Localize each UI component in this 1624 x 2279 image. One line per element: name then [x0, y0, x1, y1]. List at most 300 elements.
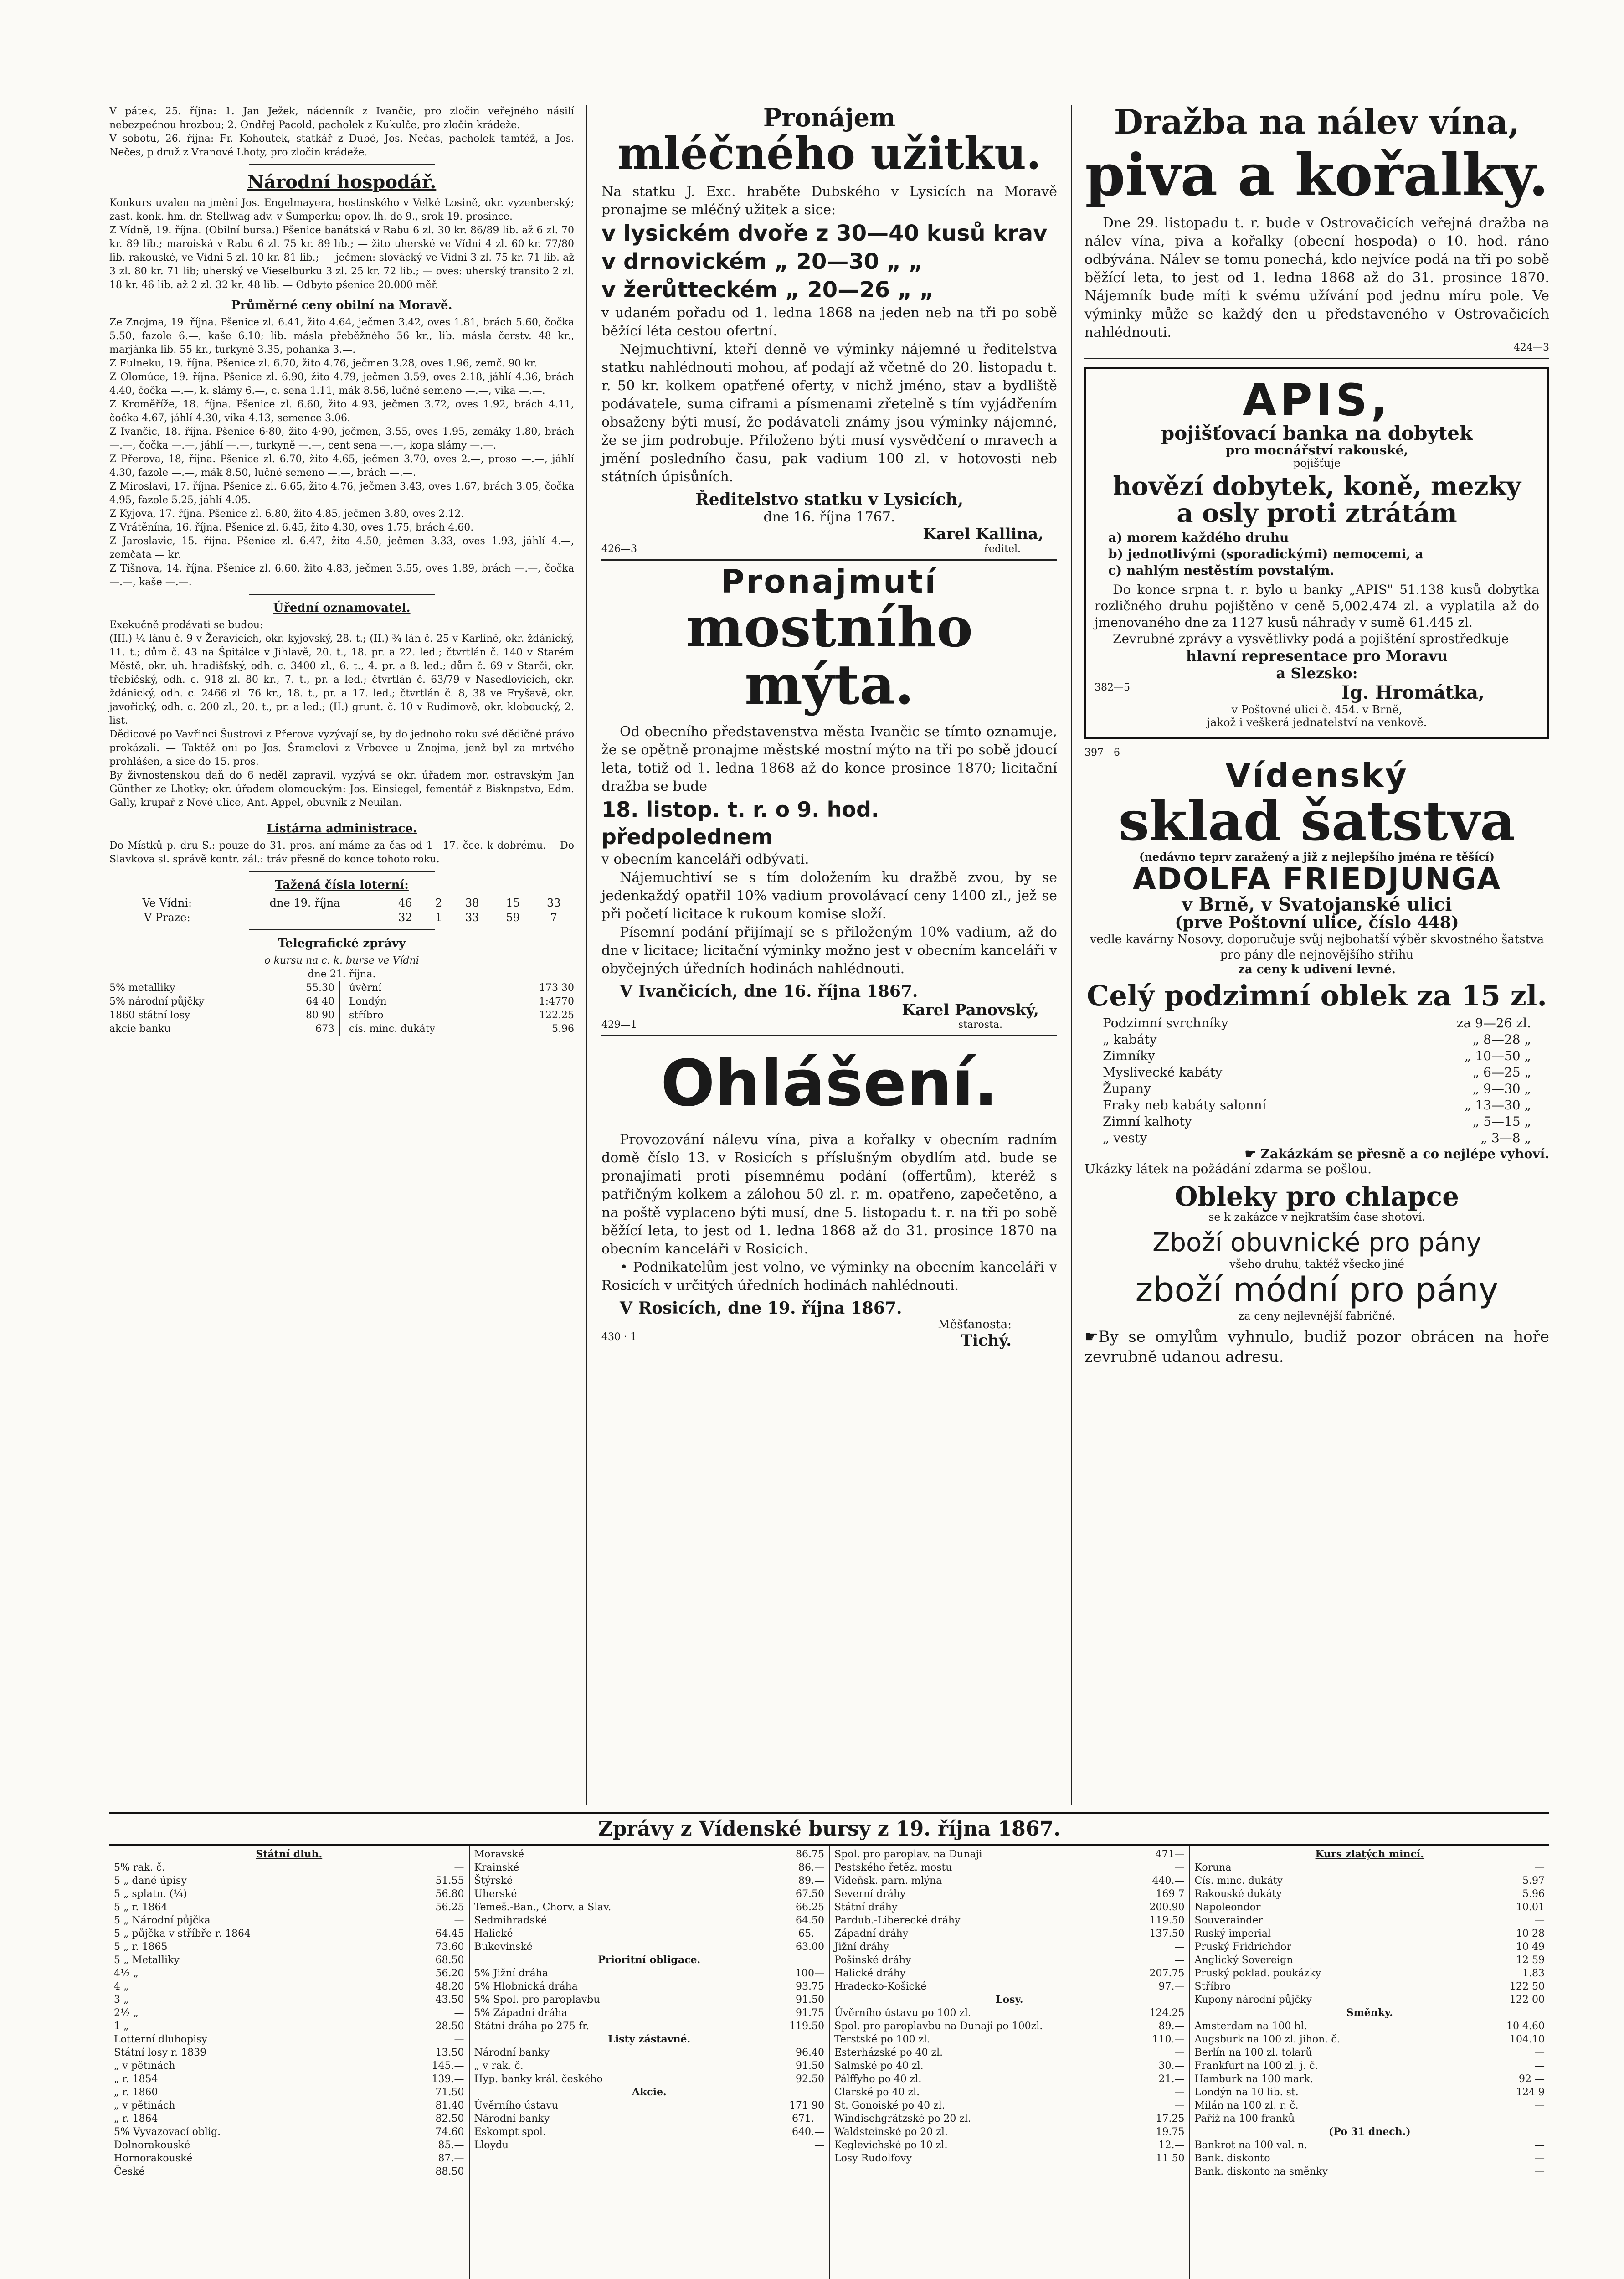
ad-signature: Karel Panovský,	[902, 1000, 1039, 1019]
ad-subtitle: v Brně, v Svatojanské ulici	[1182, 893, 1452, 915]
list-item: Fraky neb kabáty salonní „ 13—30 „	[1103, 1097, 1531, 1113]
row-value: —	[1174, 1941, 1185, 1953]
row-value: 91.50	[796, 2060, 824, 2072]
table-row	[834, 1927, 1185, 1940]
ad-footer	[601, 1019, 1057, 1031]
ad-reference: 397—6	[1084, 747, 1120, 758]
ad-bold-line: hovězí dobytek, koně, mezky	[1113, 471, 1521, 502]
bursy-title: Zprávy z Vídenské bursy z 19. října 1867.	[109, 1812, 1549, 1846]
ad-subtitle: všeho druhu, taktéž všecko jiné	[1229, 1257, 1404, 1270]
table-row	[474, 1940, 825, 1954]
ad-subtitle: pojišťuje	[1293, 457, 1341, 470]
ad-paragraph: Provozování nálevu vína, piva a kořalky v obecním radním domě číslo 13. v Rosicích s příslušným obydlím atd. bude se pronajímati proti písemnému podání (offertům), kteréž s patřičným kolkem a zálohou 50 zl. r. m. opatřeno, zapečetěno, a na poště vyplaceno býti musí, dne 5. listopadu t. r. na tři po sobě běžící leta, to jest od 1. ledna 1868 až do 31. prosince 1870 na obecním kanceláři v Rosicích.	[601, 1131, 1057, 1257]
bursy-header: Kurs zlatých mincí.	[1315, 1848, 1424, 1860]
row-label: Bukovinské	[474, 1941, 533, 1953]
table-row	[474, 1927, 825, 1940]
lottery-city: V Praze:	[144, 911, 190, 924]
ad-headline: piva a kořalky.	[1085, 141, 1549, 209]
divider	[249, 164, 435, 165]
row-label: Směnky.	[1346, 2007, 1393, 2019]
table-row	[1195, 2033, 1545, 2046]
lottery-number: 15	[506, 897, 520, 909]
listarna-paragraph: Do Místků p. dru S.: pouze do 31. pros. aní máme za čas od 1—17. čce. k dobrému.— Do Slavkova sl. správě kontr. zál.: tráv přesně do konce tohoto roku.	[109, 840, 574, 865]
table-row	[834, 1861, 1185, 1874]
row-value: 64.45	[435, 1928, 464, 1939]
divider	[601, 1035, 1057, 1036]
row-value: 30.—	[1158, 2060, 1185, 2072]
row-label: Vídeňsk. parn. mlýna	[834, 1875, 942, 1887]
table-row	[834, 1887, 1185, 1901]
table-row: 5% národní půjčky 64 40	[109, 996, 334, 1007]
section-paragraph: Z Vídně, 19. října. (Obilní bursa.) Pšenice banátská v Rabu 6 zl. 30 kr. 86/89 lib. až 6 zl. 70 kr. 89 lib.; maroiská v Rabu 6 zl. 75 kr. 89 lib.; — žito uherské ve Vídni 4 zl. 60 kr. 77/80 lib. rakouské, ve Vídni 5 zl. 10 kr. 81 lib.; — ječmen: slovácký ve Vídni 3 zl. 75 kr. 71 lib. až 3 zl. 80 kr. 71 lib; uherský ve Vieselburku 3 zl. 25 kr. 72 lib.; — oves: uherský transito 2 zl. 18 kr. 46 lib. až 2 zl. 32 kr. 48 lib. — Odbyto pšenice 20.000 měř.	[109, 225, 574, 291]
ad-address: v Poštovné ulici č. 454. v Brně,	[1231, 703, 1403, 716]
table-row	[1195, 1927, 1545, 1940]
row-label: „ v rak. č.	[474, 2060, 524, 2072]
ad-paragraph: Na statku J. Exc. hraběte Dubského v Lysicích na Moravě pronajme se mléčný užitek a sice:	[601, 184, 1057, 218]
price-paragraph: Z Kyjova, 17. října. Pšenice zl. 6.80, žito 4.85, ječmen 3.80, oves 2.12.	[109, 508, 464, 520]
row-label: Národní banky	[474, 2047, 550, 2058]
row-value: 91.75	[796, 2007, 824, 2019]
divider	[249, 871, 435, 872]
table-row: 1860 státní losy 80 90	[109, 1010, 334, 1021]
row-label: Hradecko-Košické	[834, 1981, 927, 1992]
row-label: „ v pětinách	[114, 2100, 175, 2111]
row-label: Sedmihradské	[474, 1915, 547, 1926]
row-value: —	[1535, 1862, 1545, 1873]
ad-paragraph: v obecním kanceláři odbývati.	[601, 851, 809, 867]
table-row	[834, 2139, 1185, 2152]
table-row	[474, 2020, 825, 2033]
row-label: Stříbro	[1194, 1981, 1231, 1992]
row-label: Pardub.-Liberecké dráhy	[834, 1915, 961, 1926]
table-row	[474, 2073, 825, 2086]
table-row	[114, 2059, 464, 2073]
row-value: 67.50	[796, 1888, 824, 1900]
row-label: Losy.	[996, 1994, 1023, 2006]
row-label: Státní losy r. 1839	[114, 2047, 207, 2058]
tele-table	[109, 981, 574, 1036]
table-row	[114, 1914, 464, 1927]
lottery-number: 33	[546, 897, 561, 909]
row-label: 5% Vyvazovací oblig.	[114, 2126, 221, 2138]
ad-line: Ukázky látek na požádání zdarma se pošlou.	[1084, 1161, 1372, 1176]
table-row	[1195, 1954, 1545, 1967]
ad-headline: mléčného užitku.	[617, 127, 1042, 179]
table-row	[1195, 2059, 1545, 2073]
apis-ad	[1084, 367, 1549, 739]
table-row	[114, 2073, 464, 2086]
row-value: 68.50	[435, 1954, 464, 1966]
ad-headline: APIS,	[1243, 374, 1391, 426]
row-value: 85.—	[438, 2140, 464, 2151]
row-label: Kupony národní půjčky	[1194, 1994, 1312, 2006]
list-item: Župany „ 9—30 „	[1103, 1081, 1531, 1096]
row-value: 81.40	[435, 2100, 464, 2111]
row-value: 200.90	[1149, 1902, 1185, 1913]
row-value: 21.—	[1158, 2073, 1185, 2085]
row-value: 63.00	[796, 1941, 824, 1953]
row-value: 10 28	[1516, 1928, 1545, 1939]
bursy-column	[470, 1846, 830, 2279]
ad-line-text: By se omylům vyhnulo, budiž pozor obrácen na hoře zevrubně udanou adresu.	[1084, 1327, 1549, 1366]
row-label: 5% Hlobnická dráha	[474, 1981, 578, 1992]
row-value: —	[454, 2034, 464, 2045]
ad-headline: Ohlášení.	[660, 1046, 998, 1121]
tele-subtitle: o kursu na c. k. burse ve Vídni	[264, 955, 419, 966]
ad-paragraph: Zevrubné zprávy a vysvětlivky podá a pojištění sprostředkuje	[1113, 631, 1509, 646]
list-item: Podzimní svrchníky za 9—26 zl.	[1103, 1015, 1531, 1031]
row-label: Koruna	[1194, 1862, 1232, 1873]
row-label: 5% Západní dráha	[474, 2007, 568, 2019]
row-label: Západní dráhy	[834, 1928, 909, 1939]
list-item: „ kabáty „ 8—28 „	[1103, 1031, 1531, 1047]
table-row	[114, 1927, 464, 1940]
row-value: —	[1535, 2060, 1545, 2072]
pointing-hand-icon: ☛	[1244, 1146, 1261, 1161]
row-label: Bank. diskonto	[1194, 2153, 1270, 2164]
row-value: 471—	[1155, 1849, 1185, 1860]
ad-bold-line: Celý podzimní oblek za 15 zl.	[1086, 979, 1547, 1012]
bursy-column	[830, 1846, 1190, 2279]
official-paragraph: (III.) ¼ lánu č. 9 v Žeravicích, okr. kyjovský, 28. t.; (II.) ¾ lán č. 25 v Karlíně, okr. ždánický, 11. t.; dům č. 43 na Špitálce v Jihlavě, 20. t., 18. pr. a 22. led.; čtvrtlán č. 140 v Starém Městě, okr. uh. hradišťský, odh. c. 3400 zl., 6. t., 4. pr. a 8. led.; dům č. 69 v Starči, okr. třebíčský, odh. c. 918 zl. 80 kr., 7. t., pr. a led.; čtvrtlán č. 63/79 v Nasedlovicích, okr. ždánický, odh. c. 2466 zl. 76 kr., 18. t., pr. a 17. led.; čtvrtlán č. 8, 38 ve Fryšavě, okr. javořický, odh. c. 200 zl., 20. t., pr. a led.; (II.) grunt. č. 10 v Rudimově, okr. kloboucký, 2. list.	[109, 633, 574, 727]
ad-subtitle: (prve Poštovní ulice, číslo 448)	[1175, 913, 1459, 932]
lottery-city: Ve Vídni:	[142, 897, 192, 909]
row-label: 4½ „	[114, 1968, 139, 1979]
row-label: Anglický Sovereign	[1194, 1954, 1293, 1966]
ad-reference: 424—3	[1514, 341, 1549, 353]
ad-date: dne 16. října 1767.	[763, 509, 895, 526]
official-paragraph: Dědicové po Vavřinci Šustrovi z Přerova vyzývají se, by do jednoho roku své dědičné právo prokázali. — Taktéž oni po Jos. Šramclovi z Vrbovce u Znojma, jenž byl za mrtvého prohlášen, a sice do 15. pros.	[109, 729, 574, 768]
tele-left	[109, 981, 340, 1036]
row-value: 110.—	[1152, 2034, 1185, 2045]
row-value: 119.50	[1149, 1915, 1185, 1926]
ad-bold-line: v žerůtteckém „ 20—26 „ „	[601, 277, 934, 303]
table-row	[1195, 2152, 1545, 2165]
ad-paragraph: vedle kavárny Nosovy, doporučuje svůj nejbohatší výběr skvostného šatstva pro pány dle nejnovějšího střihu	[1090, 932, 1544, 962]
row-label: „ r. 1860	[114, 2087, 158, 2098]
row-value: 96.40	[796, 2047, 824, 2058]
ad-footer	[1095, 682, 1539, 703]
lottery-number: 1	[435, 911, 442, 924]
ad-paragraph	[1084, 1327, 1549, 1367]
row-label: Londýn na 10 lib. st.	[1194, 2087, 1299, 2098]
row-label: Souverainder	[1194, 1915, 1263, 1926]
row-label: Dolnorakouské	[114, 2140, 190, 2151]
table-row	[114, 2099, 464, 2112]
table-row	[834, 2073, 1185, 2086]
ad-signature: Karel Kallina,	[923, 525, 1043, 544]
list-item: a) morem každého druhu	[1108, 530, 1289, 545]
row-label: 5 „ splatn. (¼)	[114, 1888, 187, 1900]
section-subtitle: Telegrafické zprávy	[278, 937, 406, 950]
row-value: 91.50	[796, 1994, 824, 2006]
table-row: stříbro 122.25	[349, 1010, 574, 1021]
table-row	[834, 2099, 1185, 2112]
ad-paragraph: v udaném pořadu od 1. ledna 1868 na jeden neb na tři po sobě běžící léta cestou ofertní.	[601, 305, 1057, 340]
price-paragraph: Ze Znojma, 19. října. Pšenice zl. 6.41, žito 4.64, ječmen 3.42, oves 1.81, brách 5.60, čočka 5.50, fazole 6.—, kaše 6.10; lib. másla přeběžného 56 kr., lib. másla čerstv. 48 kr., marjánka lib. 55 kr., turkyně 3.35, pohanka 3.—.	[109, 317, 574, 356]
row-label: Cís. minc. dukáty	[1194, 1875, 1283, 1887]
row-value: 87.—	[438, 2153, 464, 2164]
row-value: —	[1535, 2140, 1545, 2151]
column-2	[601, 105, 1057, 1350]
row-value: 13.50	[435, 2047, 464, 2058]
row-label: 3 „	[114, 1994, 129, 2006]
table-row	[114, 2112, 464, 2125]
row-label: Hyp. banky král. českého	[474, 2073, 603, 2085]
row-label: 5 „ dané úpisy	[114, 1875, 187, 1887]
ad-address: jakož i veškerá jednatelství na venkově.	[1207, 716, 1427, 729]
row-label: 4 „	[114, 1981, 129, 1992]
row-value: 10 4.60	[1506, 2021, 1545, 2032]
table-row	[834, 1954, 1185, 1967]
price-paragraph: Z Tišnova, 14. října. Pšenice zl. 6.60, žito 4.83, ječmen 3.55, oves 1.89, brách —.—, čočka —.—, kaše —.—.	[109, 563, 574, 588]
column-rule	[586, 105, 587, 1805]
ad-role: Měšťanosta:	[938, 1317, 1012, 1331]
row-value: 139.—	[432, 2073, 464, 2085]
ad-role: starosta.	[958, 1019, 1002, 1031]
row-value: —	[454, 2007, 464, 2019]
row-label: 5 „ Metalliky	[114, 1954, 180, 1966]
row-value: —	[454, 1915, 464, 1926]
ad-bold-line: a osly proti ztrátám	[1177, 498, 1457, 529]
ad-subtitle: pojišťovací banka na dobytek	[1161, 422, 1473, 444]
table-row	[114, 2152, 464, 2165]
bursy-table	[109, 1846, 1549, 2279]
column-1	[109, 105, 574, 1036]
table-row	[1195, 2112, 1545, 2125]
list-item: Zimníky „ 10—50 „	[1103, 1048, 1531, 1063]
row-label: Rakouské dukáty	[1194, 1888, 1282, 1900]
table-row	[114, 1901, 464, 1914]
row-label: Úvěrního ústavu po 100 zl.	[834, 2007, 971, 2019]
table-row	[474, 1901, 825, 1914]
table-row	[114, 1874, 464, 1887]
price-paragraph: Z Kroměříže, 18. října. Pšenice zl. 6.60, žito 4.93, ječmen 3.72, oves 1.92, brách 4.11, čočka 4.67, jáhlí 4.30, vika 4.13, semence 3.06.	[109, 399, 574, 424]
tele-right	[349, 981, 574, 1036]
row-value: 86.75	[796, 1849, 824, 1860]
table-row	[474, 2086, 825, 2099]
section-subtitle: Úřední oznamovatel.	[273, 601, 411, 615]
intro-paragraph: V pátek, 25. října: 1. Jan Ježek, nádenník z Ivančic, pro zločin veřejného násilí nebezpečnou hrozbou; 2. Ondřej Pacold, pacholek z Kukulče, pro zločin krádeže.	[109, 106, 574, 131]
row-value: —	[1174, 2087, 1185, 2098]
ad-signature: V Rosicích, dne 19. října 1867.	[620, 1298, 902, 1318]
row-value: 65.—	[798, 1928, 824, 1939]
section-paragraph: Konkurs uvalen na jmění Jos. Engelmayera, hostinského v Velké Losině, okr. vyzenberský; zast. konk. hm. dr. Stellwag adv. v Šumperku; opov. lh. do 9., srok 19. prosince.	[109, 197, 574, 222]
row-label: Frankfurt na 100 zl. j. č.	[1194, 2060, 1318, 2072]
ad-subtitle: hlavní representace pro Moravu	[1186, 647, 1448, 665]
row-label: Krainské	[474, 1862, 519, 1873]
table-row	[474, 1993, 825, 2006]
ad-bold-line: v lysickém dvoře z 30—40 kusů krav	[601, 221, 1048, 247]
ad-paragraph: Nájemuchtiví se s tím doložením ku dražbě zvou, by se jedenkaždý opatřil 10% vadium provolávací ceny 1400 zl., jež se při početí licitace k rukoum komise složí.	[601, 869, 1057, 922]
lottery-number: 33	[465, 911, 479, 924]
row-value: 10.01	[1516, 1902, 1545, 1913]
table-row	[114, 1887, 464, 1901]
row-value: 86.—	[798, 1862, 824, 1873]
row-label: Státní dráhy	[834, 1902, 898, 1913]
row-value: 66.25	[796, 1902, 824, 1913]
ad-line	[1084, 1146, 1549, 1161]
row-value: 207.75	[1149, 1968, 1185, 1979]
ad-paragraph: Nejmuchtivní, kteří denně ve výminky nájemné u ředitelstva statku nahlédnouti mohou, ať podají až včetně do 20. listopadu t. r. 50 kr. kolkem opatřené oferty, v nichž jméno, stav a bydliště podávatele, suma ciframi a písmenami zřetelně s tím vyjádřením obsaženy býti musí, že podávateli známy jsou výminky nájemné, že se jim podrobuje. Přiloženo býti musí vysvědčení o mravech a jmění posledního času, pak vadium 100 zl. v hotovosti neb státních úpisůních.	[601, 341, 1057, 485]
row-label: Pruský Fridrichdor	[1194, 1941, 1291, 1953]
row-label: České	[114, 2166, 145, 2177]
table-row	[114, 2006, 464, 2020]
divider	[1084, 358, 1549, 359]
row-value: 82.50	[435, 2113, 464, 2124]
table-row	[474, 1980, 825, 1993]
row-value: 5.96	[1522, 1888, 1545, 1900]
price-paragraph: Z Ivančic, 18. října. Pšenice 6·80, žito 4·90, ječmen, 3.55, oves 1.95, zemáky 1.80, brách —.—, čočka —.—, jáhlí —.—, turkyně —.—, cent sena —.—, kopa slámy —.—.	[109, 426, 574, 451]
intro-paragraph: V sobotu, 26. října: Fr. Kohoutek, statkář z Dubé, Jos. Nečas, pacholek tamtéž, a Jos. Nečes, p druž z Vranové Lhoty, pro zločin krádeže.	[109, 133, 574, 158]
section-subtitle: Listárna administrace.	[267, 822, 417, 835]
row-value: 5.97	[1522, 1875, 1545, 1887]
ad-paragraph: Písemní podání přijímají se s přiloženým 10% vadium, až do dne v licitace; licitační výminky možno jest v obecním kanceláři v obyčejných úředních hodinách nahlédnouti.	[601, 924, 1057, 977]
table-row	[834, 2086, 1185, 2099]
table-row	[834, 2046, 1185, 2059]
table-row	[474, 2139, 825, 2152]
row-value: —	[1535, 2153, 1545, 2164]
ad-title: Vídenský	[1225, 756, 1408, 794]
ad-signature: Ředitelstvo statku v Lysicích,	[695, 490, 964, 510]
price-paragraph: Z Přerova, 18, října. Pšenice zl. 6.70, žito 4.65, ječmen 3.70, oves 2.—, proso —.—, jáhlí 4.30, fazole —.—, mák 8.50, lučné semeno —.—, brách —.—.	[109, 454, 574, 479]
row-value: 10 49	[1516, 1941, 1545, 1953]
row-value: 73.60	[435, 1941, 464, 1953]
row-value: 97.—	[1158, 1981, 1185, 1992]
row-label: Esterházské po 40 zl.	[834, 2047, 943, 2058]
ad-signature: V Ivančicích, dne 16. října 1867.	[620, 981, 918, 1001]
row-label: Uherské	[474, 1888, 517, 1900]
lottery-date: dne 19. října	[269, 897, 340, 909]
table-row	[1195, 1993, 1545, 2006]
row-label: Clarské po 40 zl.	[834, 2087, 920, 2098]
ad-paragraph: Do konce srpna t. r. bylo u banky „APIS" 51.138 kusů dobytka rozličného druhu pojištěno v ceně 5,002.474 zl. a vyplatila až do jmenovaného dne za 1127 kusů náhrady v sumě 61.445 zl.	[1095, 582, 1539, 630]
row-value: 89.—	[798, 1875, 824, 1887]
row-value: 100—	[795, 1968, 824, 1979]
lottery-number: 32	[398, 911, 412, 924]
row-label: Windischgrätzské po 20 zl.	[834, 2113, 971, 2124]
table-row	[834, 2006, 1185, 2020]
ad-signature: Tichý.	[961, 1331, 1012, 1350]
row-label: Napoleondor	[1194, 1902, 1261, 1913]
row-label: Listy zástavné.	[608, 2033, 691, 2045]
row-label: Halické	[474, 1928, 513, 1939]
table-row	[1195, 2006, 1545, 2020]
row-value: 11 50	[1156, 2153, 1185, 2164]
table-row	[474, 1967, 825, 1980]
row-label: 5 „ r. 1864	[114, 1902, 168, 1913]
table-row	[1195, 2125, 1545, 2139]
row-value: —	[1535, 2166, 1545, 2177]
row-value: 92.50	[796, 2073, 824, 2085]
row-label: 2½ „	[114, 2007, 139, 2019]
row-label: Hamburk na 100 mark.	[1194, 2073, 1313, 2085]
ad-bold-line: v drnovickém „ 20—30 „ „	[601, 249, 923, 275]
row-label: Pruský poklad. poukázky	[1194, 1968, 1321, 1979]
table-row	[114, 1954, 464, 1967]
row-label: Augsburk na 100 zl. jihon. č.	[1194, 2034, 1340, 2045]
row-label: „ r. 1854	[114, 2073, 158, 2085]
divider	[601, 559, 1057, 561]
lottery-number: 2	[435, 897, 442, 909]
table-row	[1195, 1861, 1545, 1874]
ad-subtitle: a Slezsko:	[1276, 664, 1358, 682]
table-row	[1195, 1980, 1545, 1993]
table-row	[114, 2046, 464, 2059]
table-row	[114, 1980, 464, 1993]
row-value: 88.50	[435, 2166, 464, 2177]
row-value: —	[1535, 1915, 1545, 1926]
table-row	[1195, 2073, 1545, 2086]
row-label: 5 „ Národní půjčka	[114, 1915, 211, 1926]
row-label: Akcie.	[632, 2086, 667, 2098]
row-label: 5% Spol. pro paroplavbu	[474, 1994, 600, 2006]
official-paragraph: By živnostenskou daň do 6 neděl zapravil, vyzývá se okr. úřadem mor. ostravským Jan Günther ze Lhotky; okr. úřadem olomouckým: Jos. Einsiegel, fementář z Bisknpstva, Edm. Gally, krupař z Nové ulice, Ant. Appel, obuvník z Neuilan.	[109, 770, 574, 809]
row-value: 43.50	[435, 1994, 464, 2006]
table-row: úvěrní 173 30	[349, 982, 574, 994]
row-label: Ruský imperial	[1194, 1928, 1271, 1939]
ad-reference: 429—1	[601, 1019, 637, 1031]
row-value: —	[1535, 2113, 1545, 2124]
ad-paragraph: Od obecního představenstva města Ivančic se tímto oznamuje, že se opětně pronajme městské mostní mýto na tři po sobě jdoucí leta, totiž od 1. ledna 1868 až do konce prosince 1870; licitační dražba se bude	[601, 723, 1057, 794]
table-row	[114, 1993, 464, 2006]
row-value: 171 90	[789, 2100, 824, 2111]
row-value: —	[1174, 1954, 1185, 1966]
table-row	[1195, 2165, 1545, 2178]
row-value: 137.50	[1149, 1928, 1185, 1939]
price-paragraph: Z Vrátěnína, 16. října. Pšenice zl. 6.45, žito 4.30, oves 1.75, brách 4.60.	[109, 522, 474, 533]
row-label: 5% Jižní dráha	[474, 1968, 549, 1979]
row-label: „ v pětinách	[114, 2060, 175, 2072]
ad-subtitle: pro mocnářství rakouské,	[1225, 442, 1408, 458]
ad-role: ředitel.	[984, 543, 1021, 555]
row-value: —	[1174, 2100, 1185, 2111]
ad-footer	[601, 1331, 1057, 1350]
ad-footer	[601, 543, 1057, 555]
row-label: Bankrot na 100 val. n.	[1194, 2140, 1307, 2151]
row-value: 51.55	[435, 1875, 464, 1887]
divider	[249, 929, 435, 930]
row-value: 56.80	[435, 1888, 464, 1900]
row-value: 92 —	[1519, 2073, 1545, 2085]
ad-paragraph: Dne 29. listopadu t. r. bude v Ostrovačicích veřejná dražba na nálev vína, piva a kořalky (obecní hospoda) o 10. hod. ráno odbývána. Nálev se tomu ponechá, kdo nejvíce podá na tři po sobě běžící leta, to jest od 1. ledna 1868 až do 31. prosince 1870. Nájemník bude míti k svému užívání pod jednu míru pole. Ve výminky může se každý den u představeného v Ostrovačicích nahlédnouti.	[1084, 215, 1549, 340]
row-label: Berlín na 100 zl. tolarů	[1194, 2047, 1312, 2058]
ad-reference: 430 · 1	[601, 1331, 637, 1343]
row-label: Pošinské dráhy	[834, 1954, 911, 1966]
row-label: Keglevichské po 10 zl.	[834, 2140, 948, 2151]
ad-line-text: Zakázkám se přesně a co nejlépe vyhoví.	[1260, 1146, 1549, 1161]
price-list	[1084, 1015, 1549, 1146]
table-row	[474, 1887, 825, 1901]
ad-title: Pronajmutí	[721, 563, 938, 601]
ad-headline: mostního mýta.	[685, 595, 973, 717]
ad-bold-line: zboží módní pro pány	[1135, 1270, 1499, 1310]
row-value: 124.25	[1149, 2007, 1185, 2019]
row-value: 74.60	[435, 2126, 464, 2138]
price-paragraph: Z Jaroslavic, 15. října. Pšenice zl. 6.47, žito 4.50, ječmen 3.33, oves 1.93, jáhlí 4.—, zemčata — kr.	[109, 536, 574, 561]
table-row	[474, 2112, 825, 2125]
lottery-number: 38	[465, 897, 479, 909]
table-row	[114, 1940, 464, 1954]
official-paragraph: Exekučně prodávati se budou:	[109, 619, 263, 631]
ad-bold-line: Zboží obuvnické pro pány	[1152, 1227, 1481, 1258]
ad-title: Dražba na nálev vína,	[1114, 103, 1520, 142]
ad-headline: sklad šatstva	[1118, 789, 1516, 854]
row-value: 64.50	[796, 1915, 824, 1926]
row-label: Moravské	[474, 1849, 524, 1860]
section-title: Národní hospodář.	[247, 171, 437, 193]
row-label: Bank. diskonto na směnky	[1194, 2166, 1328, 2177]
